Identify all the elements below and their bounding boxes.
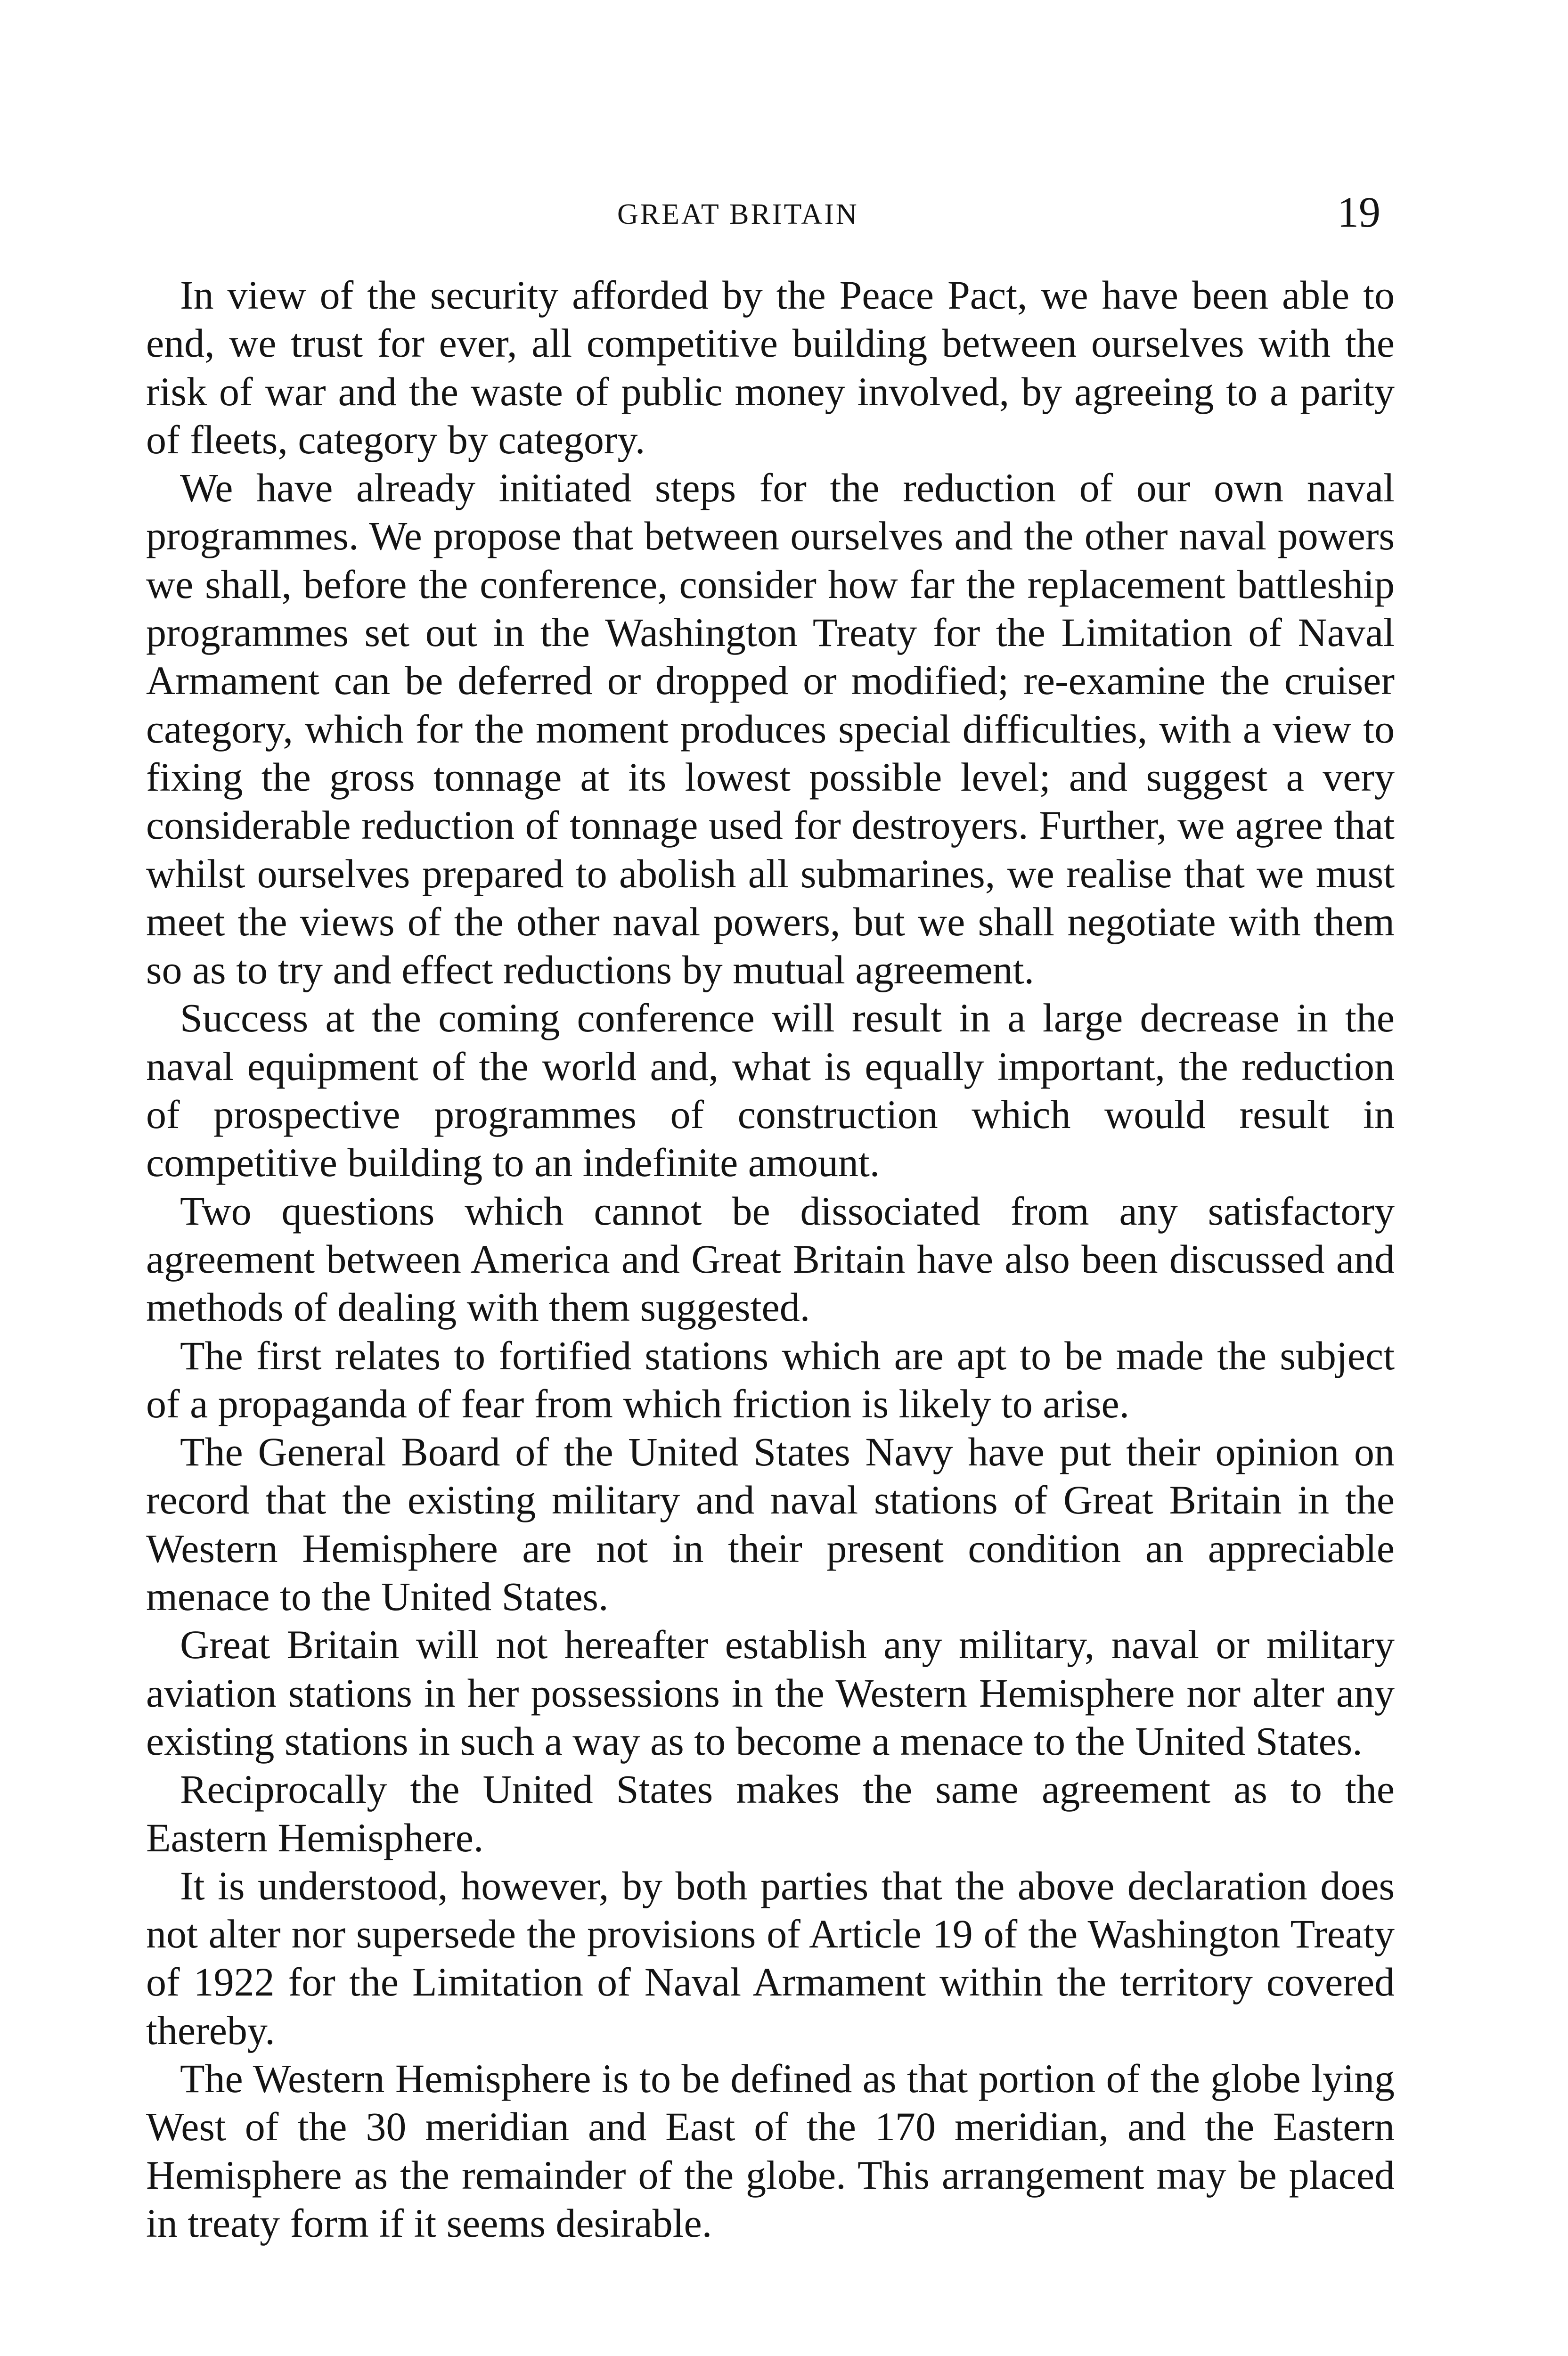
paragraph-britain-stations: Great Britain will not hereafter establish any military, naval or military aviation stations in her possessions in the Western Hemisphere nor alter any existing stations in such a way as to become a menace to the United States. — [146, 1622, 1395, 1764]
page-number: 19 — [1337, 188, 1380, 236]
body-text — [146, 271, 1395, 2247]
paragraph-general-board: The General Board of the United States Navy have put their opinion on record that the existing military and naval stations of Great Britain in the Western Hemisphere are not in their present condition an appreciable menace to the United States. — [146, 1429, 1395, 1620]
paragraph-peace-pact: In view of the security afforded by the Peace Pact, we have been able to end, we trust for ever, all competitive building between ourselves with the risk of war and the waste of public money involved, by agreeing to a parity of fleets, category by category. — [146, 272, 1395, 462]
paragraph-two-questions: Two questions which cannot be dissociated from any satisfactory agreement between America and Great Britain have also been discussed and methods of dealing with them suggested. — [146, 1188, 1395, 1330]
paragraph-fortified-stations: The first relates to fortified stations which are apt to be made the subject of a propaganda of fear from which friction is likely to arise. — [146, 1333, 1395, 1426]
paragraph-hemisphere-definition: The Western Hemisphere is to be defined as that portion of the globe lying West of the 30 meridian and East of the 170 meridian, and the Eastern Hemisphere as the remainder of the globe. This arrangement may be placed in treaty form if it seems desirable. — [146, 2055, 1395, 2246]
running-title: GREAT BRITAIN — [617, 198, 859, 230]
paragraph-naval-programmes: We have already initiated steps for the reduction of our own naval programmes. We propose that between ourselves and the other naval powers we shall, before the conference, consider how far the replacement battleship programmes set out in the Washington Treaty for the Limitation of Naval Armament can be deferred or dropped or modified; re-examine the cruiser category, which for the moment produces special difficulties, with a view to fixing the gross tonnage at its lowest possible level; and suggest a very considerable reduction of tonnage used for destroyers. Further, we agree that whilst ourselves prepared to abolish all submarines, we realise that we must meet the views of the other naval powers, but we shall negotiate with them so as to try and effect reductions by mutual agreement. — [146, 465, 1395, 993]
running-head — [0, 188, 1568, 235]
paragraph-conference-success: Success at the coming conference will result in a large decrease in the naval equipment of the world and, what is equally important, the reduction of prospective programmes of construction which would result in competitive building to an indefinite amount. — [146, 995, 1395, 1186]
paragraph-article-19: It is understood, however, by both parties that the above declaration does not alter nor supersede the provisions of Article 19 of the Washington Treaty of 1922 for the Limitation of Naval Armament within the territory covered thereby. — [146, 1863, 1395, 2053]
paragraph-reciprocal-agreement: Reciprocally the United States makes the same agreement as to the Eastern Hemisphere. — [146, 1767, 1395, 1860]
